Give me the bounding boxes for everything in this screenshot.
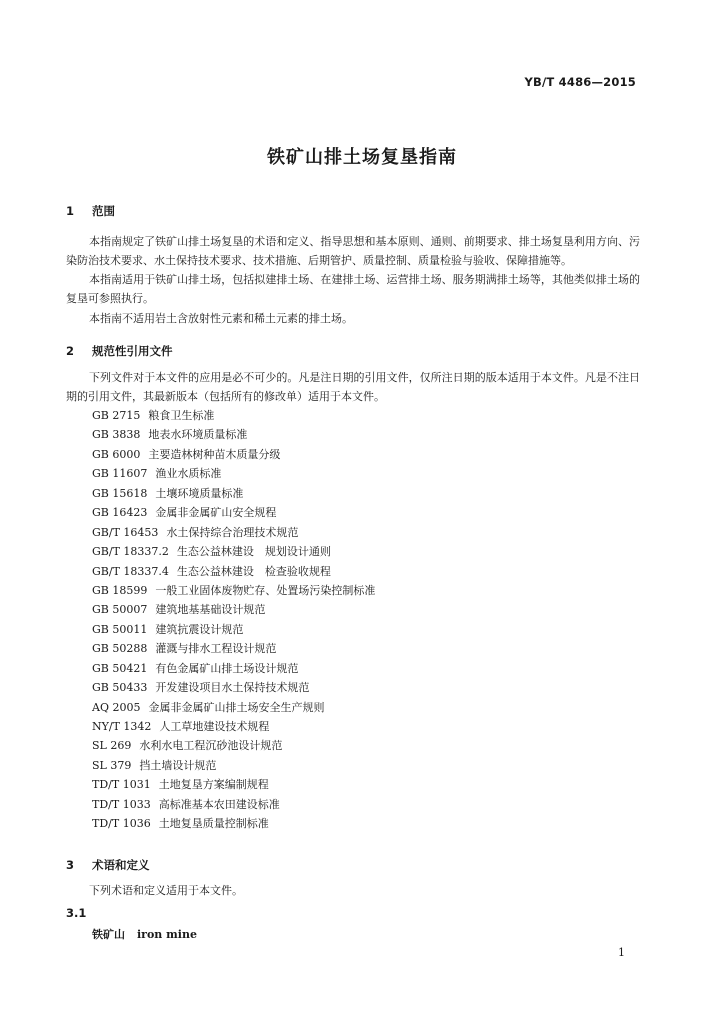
reference-item	[92, 581, 375, 600]
page-number: 1	[618, 946, 625, 959]
term-english: iron mine	[137, 928, 197, 941]
reference-item	[92, 814, 375, 833]
section-number: 1	[66, 204, 75, 218]
section-1-paragraph-2: 本指南适用于铁矿山排土场，包括拟建排土场、在建排土场、运营排土场、服务期满排土场等，其他类似排土场的复垦可参照执行。	[66, 273, 640, 305]
reference-code: SL 379	[92, 758, 132, 772]
section-title: 范围	[92, 204, 115, 218]
section-number: 2	[66, 344, 75, 358]
reference-code: NY/T 1342	[92, 720, 152, 733]
reference-item	[92, 775, 375, 794]
section-2-intro: 下列文件对于本文件的应用是必不可少的。凡是注日期的引用文件，仅所注日期的版本适用于本文件。凡是不注日期的引用文件，其最新版本（包括所有的修改单）适用于本文件。	[66, 371, 640, 403]
reference-title: 建筑地基基础设计规范	[155, 603, 266, 617]
section-title: 规范性引用文件	[92, 344, 173, 358]
reference-title: 建筑抗震设计规范	[155, 622, 244, 636]
reference-code: GB 50011	[92, 622, 148, 636]
reference-item	[92, 736, 375, 755]
reference-item	[92, 562, 375, 581]
reference-title: 土地复垦方案编制规程	[158, 778, 269, 792]
reference-item	[92, 503, 375, 522]
reference-list	[92, 406, 375, 834]
reference-code: GB 50288	[92, 642, 148, 656]
section-3-intro: 下列术语和定义适用于本文件。	[89, 884, 243, 897]
reference-title: 灌溉与排水工程设计规范	[155, 642, 277, 656]
reference-title: 人工草地建设技术规程	[159, 720, 270, 733]
section-number: 3	[66, 858, 75, 872]
reference-item	[92, 698, 375, 717]
section-1-paragraph-1: 本指南规定了铁矿山排土场复垦的术语和定义、指导思想和基本原则、通则、前期要求、排土场复垦利用方向、污染防治技术要求、水土保持技术要求、技术措施、后期管护、质量控制、质量检验与验收、保障措施等。	[66, 235, 640, 267]
reference-item	[92, 795, 375, 814]
reference-item	[92, 756, 375, 775]
reference-title: 一般工业固体废物贮存、处置场污染控制标准	[155, 583, 376, 597]
reference-item	[92, 620, 375, 639]
document-title: 铁矿山排土场复垦指南	[267, 147, 457, 168]
reference-item	[92, 678, 375, 697]
reference-item	[92, 659, 375, 678]
reference-title: 高标准基本农田建设标准	[158, 797, 280, 811]
reference-item	[92, 600, 375, 619]
reference-title: 粮食卫生标准	[148, 409, 215, 422]
reference-code: GB/T 16453	[92, 525, 159, 539]
reference-code: GB 50007	[92, 603, 148, 617]
reference-title: 渔业水质标准	[155, 467, 222, 481]
reference-code: GB/T 18337.4	[92, 564, 169, 578]
reference-title: 主要造林树种苗木质量分级	[148, 447, 281, 461]
reference-title: 水土保持综合治理技术规范	[166, 525, 299, 539]
reference-code: GB/T 18337.2	[92, 545, 169, 559]
reference-title: 土壤环境质量标准	[155, 486, 244, 500]
reference-item	[92, 523, 375, 542]
reference-item	[92, 406, 375, 425]
reference-code: GB 18599	[92, 583, 148, 597]
reference-item	[92, 445, 375, 464]
reference-code: SL 269	[92, 739, 132, 753]
section-3-heading	[66, 857, 150, 873]
reference-code: GB 50421	[92, 661, 148, 675]
reference-title: 水利水电工程沉砂池设计规范	[139, 739, 283, 753]
reference-item	[92, 464, 375, 483]
reference-title: 生态公益林建设 规划设计通则	[176, 545, 331, 559]
reference-code: GB 3838	[92, 428, 141, 442]
subsection-number: 3.1	[66, 906, 87, 920]
reference-title: 开发建设项目水土保持技术规范	[155, 681, 310, 695]
reference-item	[92, 425, 375, 444]
reference-code: GB 2715	[92, 409, 141, 422]
term-entry	[92, 926, 197, 942]
reference-code: GB 50433	[92, 681, 148, 695]
reference-title: 有色金属矿山排土场设计规范	[155, 661, 299, 675]
section-1-heading	[66, 203, 115, 219]
reference-title: 地表水环境质量标准	[148, 428, 248, 442]
reference-code: GB 6000	[92, 447, 141, 461]
section-2-heading	[66, 343, 173, 359]
reference-title: 金属非金属矿山排土场安全生产规则	[148, 700, 325, 714]
reference-title: 挡土墙设计规范	[139, 758, 217, 772]
section-1-paragraph-3: 本指南不适用岩土含放射性元素和稀土元素的排土场。	[89, 312, 353, 325]
reference-code: AQ 2005	[92, 700, 141, 714]
reference-item	[92, 717, 375, 736]
reference-title: 金属非金属矿山安全规程	[155, 506, 277, 520]
reference-code: GB 11607	[92, 467, 148, 481]
reference-item	[92, 542, 375, 561]
reference-code: GB 15618	[92, 486, 148, 500]
standard-code: YB/T 4486—2015	[524, 75, 636, 89]
reference-code: TD/T 1036	[92, 817, 151, 831]
reference-title: 生态公益林建设 检查验收规程	[176, 564, 331, 578]
reference-code: TD/T 1031	[92, 778, 151, 792]
section-title: 术语和定义	[92, 858, 150, 872]
reference-code: GB 16423	[92, 506, 148, 520]
reference-code: TD/T 1033	[92, 797, 151, 811]
reference-title: 土地复垦质量控制标准	[158, 817, 269, 831]
reference-item	[92, 484, 375, 503]
term-chinese: 铁矿山	[92, 928, 125, 941]
reference-item	[92, 639, 375, 658]
